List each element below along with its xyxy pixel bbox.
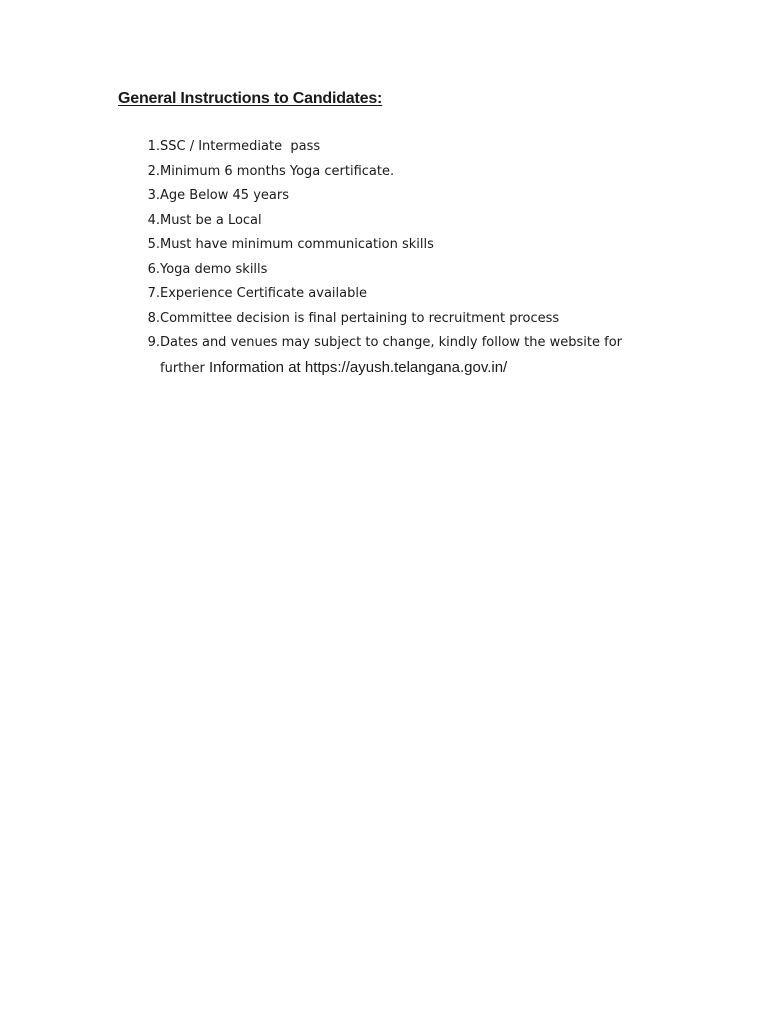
list-item [130, 258, 650, 283]
list-item-text-cont: further [160, 360, 205, 376]
list-item-text: Yoga demo skills [160, 261, 268, 277]
list-item [130, 209, 650, 234]
list-item-number: 4. [147, 212, 160, 228]
list-item-text: Must have minimum communication skills [160, 237, 434, 252]
list-item-text: Experience Certificate available [160, 286, 367, 301]
list-item-number: 7. [147, 286, 160, 301]
list-item-number: 1. [147, 139, 160, 154]
website-link[interactable]: Information at https://ayush.telangana.gov.in/ [208, 358, 508, 376]
list-item-number: 5. [147, 237, 160, 252]
list-item [130, 160, 650, 185]
list-item-continuation [160, 356, 622, 382]
list-item [130, 184, 650, 209]
list-item-number: 2. [147, 163, 160, 179]
list-item-number: 3. [147, 188, 160, 203]
list-item [130, 307, 650, 332]
list-item-body [160, 331, 622, 381]
list-item-text: SSC / Intermediate pass [160, 139, 321, 154]
list-item [130, 331, 650, 381]
list-item-text: Minimum 6 months Yoga certificate. [160, 163, 395, 179]
list-item-number: 8. [147, 310, 160, 326]
list-item-text: Age Below 45 years [160, 188, 289, 203]
list-item-text: Dates and venues may subject to change, kindly follow the website for [160, 335, 623, 350]
list-item [130, 135, 650, 160]
list-item [130, 282, 650, 307]
list-item-text: Committee decision is final pertaining to recruitment process [160, 310, 560, 326]
list-item [130, 233, 650, 258]
page-title: General Instructions to Candidates: [118, 90, 383, 107]
list-item-number: 6. [147, 261, 160, 277]
list-item-number: 9. [147, 335, 160, 350]
list-item-text: Must be a Local [160, 212, 262, 228]
instructions-list [130, 135, 650, 381]
